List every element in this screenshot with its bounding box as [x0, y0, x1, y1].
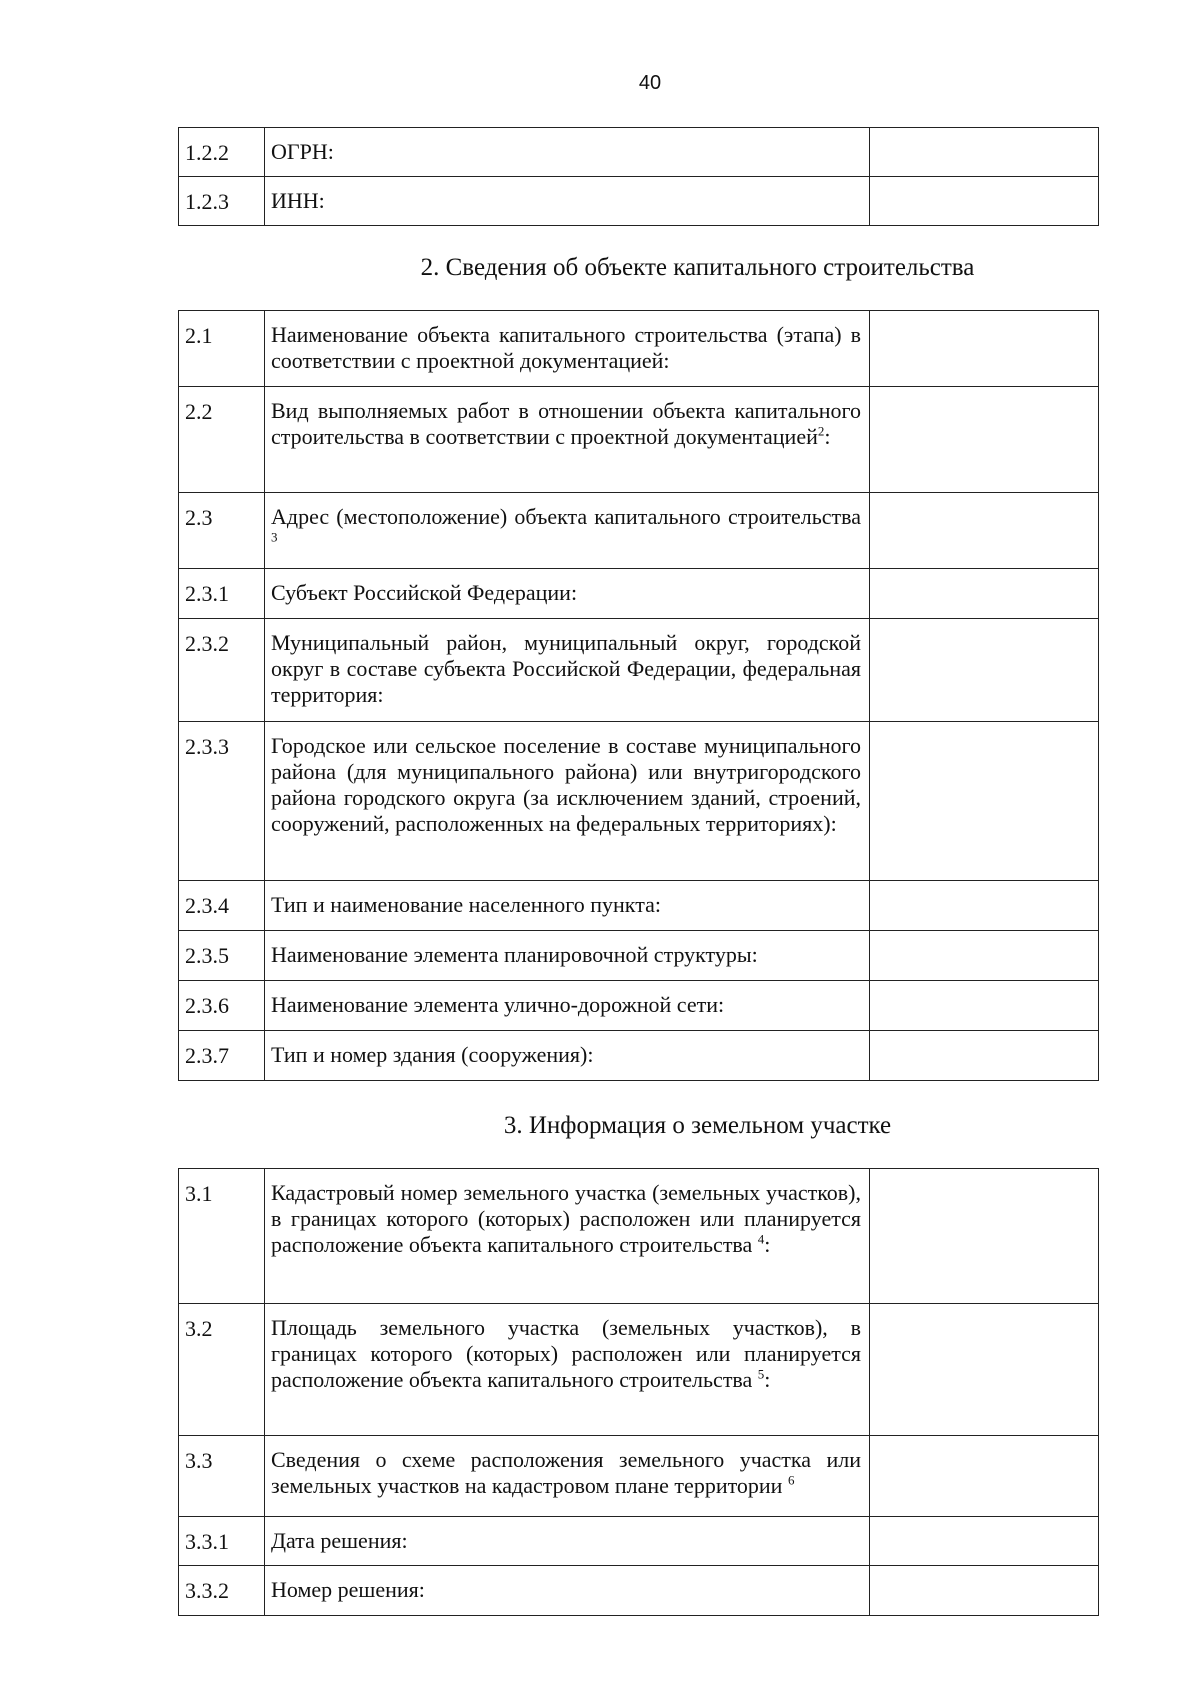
table-row	[179, 569, 1099, 619]
land-plot-table	[178, 1168, 1099, 1616]
row-value-field[interactable]	[870, 1304, 1099, 1436]
row-value-field[interactable]	[870, 1517, 1099, 1566]
row-number: 3.3	[179, 1436, 265, 1517]
row-label	[265, 1169, 870, 1304]
section-3-title: 3. Информация о земельном участке	[503, 1112, 892, 1139]
footnote-ref: 4	[757, 1231, 765, 1247]
row-value-field[interactable]	[870, 981, 1099, 1031]
row-number: 2.3.4	[179, 881, 265, 931]
row-number: 3.3.2	[179, 1566, 265, 1616]
table-row	[179, 881, 1099, 931]
row-value-field[interactable]	[870, 569, 1099, 619]
row-value-field[interactable]	[870, 493, 1099, 569]
row-value-field[interactable]	[870, 619, 1099, 722]
row-label-suffix: :	[824, 424, 831, 449]
row-value-field[interactable]	[870, 722, 1099, 881]
row-label: Городское или сельское поселение в составе муниципального района (для муниципального района) или внутригородского района городского округа (за исключением зданий, строений, сооружений, расположенных на федеральных территориях):	[265, 722, 870, 881]
row-label-text: Адрес (местоположение) объекта капитального строительства	[271, 504, 861, 529]
table-row	[179, 128, 1099, 177]
row-value-field[interactable]	[870, 1566, 1099, 1616]
row-label-text: Кадастровый номер земельного участка (земельных участков), в границах которого (которых) расположен или планируется расположение объекта капитального строительства	[271, 1180, 861, 1257]
table-row	[179, 619, 1099, 722]
row-number: 2.1	[179, 311, 265, 387]
table-row	[179, 722, 1099, 881]
row-number: 2.2	[179, 387, 265, 493]
table-row	[179, 311, 1099, 387]
row-number: 2.3	[179, 493, 265, 569]
row-value-field[interactable]	[870, 128, 1099, 177]
row-number: 3.3.1	[179, 1517, 265, 1566]
table-row	[179, 1304, 1099, 1436]
row-value-field[interactable]	[870, 1169, 1099, 1304]
table-row	[179, 1169, 1099, 1304]
row-label: Тип и номер здания (сооружения):	[265, 1031, 870, 1081]
row-number: 1.2.2	[179, 128, 265, 177]
table-row	[179, 1436, 1099, 1517]
construction-object-table	[178, 310, 1099, 1081]
row-number: 3.2	[179, 1304, 265, 1436]
row-number: 2.3.7	[179, 1031, 265, 1081]
table-row	[179, 1031, 1099, 1081]
row-label	[265, 1436, 870, 1517]
row-value-field[interactable]	[870, 931, 1099, 981]
row-label: Наименование объекта капитального строительства (этапа) в соответствии с проектной документацией:	[265, 311, 870, 387]
table-row	[179, 1566, 1099, 1616]
row-value-field[interactable]	[870, 1436, 1099, 1517]
row-label: Субъект Российской Федерации:	[265, 569, 870, 619]
row-label: Наименование элемента планировочной структуры:	[265, 931, 870, 981]
table-row	[179, 1517, 1099, 1566]
row-label-suffix: :	[764, 1367, 771, 1392]
row-label-suffix: :	[764, 1232, 771, 1257]
row-number: 2.3.5	[179, 931, 265, 981]
row-label	[265, 1304, 870, 1436]
footnote-ref: 5	[757, 1366, 765, 1382]
row-label: Муниципальный район, муниципальный округ, городской округ в составе субъекта Российской Федерации, федеральная территория:	[265, 619, 870, 722]
row-number: 2.3.6	[179, 981, 265, 1031]
table-row	[179, 387, 1099, 493]
row-label-text: Вид выполняемых работ в отношении объекта капитального строительства в соответствии с проектной документацией	[271, 398, 861, 449]
row-label	[265, 493, 870, 569]
applicant-details-table	[178, 127, 1099, 226]
row-label: Наименование элемента улично-дорожной сети:	[265, 981, 870, 1031]
row-value-field[interactable]	[870, 177, 1099, 226]
row-number: 1.2.3	[179, 177, 265, 226]
row-number: 2.3.3	[179, 722, 265, 881]
row-label-text: Сведения о схеме расположения земельного участка или земельных участков на кадастровом плане территории	[271, 1447, 861, 1498]
row-label: Дата решения:	[265, 1517, 870, 1566]
row-label: ОГРН:	[265, 128, 870, 177]
row-value-field[interactable]	[870, 311, 1099, 387]
row-value-field[interactable]	[870, 387, 1099, 493]
table-row	[179, 931, 1099, 981]
table-row	[179, 177, 1099, 226]
footnote-ref: 3	[271, 529, 278, 545]
row-label: Номер решения:	[265, 1566, 870, 1616]
footnote-ref: 6	[787, 1472, 795, 1488]
row-label: ИНН:	[265, 177, 870, 226]
row-label: Тип и наименование населенного пункта:	[265, 881, 870, 931]
page-number: 40	[638, 72, 662, 94]
row-label-text: Площадь земельного участка (земельных участков), в границах которого (которых) расположен или планируется расположение объекта капитального строительства	[271, 1315, 861, 1392]
row-number: 2.3.1	[179, 569, 265, 619]
table-row	[179, 493, 1099, 569]
row-value-field[interactable]	[870, 881, 1099, 931]
row-number: 3.1	[179, 1169, 265, 1304]
row-number: 2.3.2	[179, 619, 265, 722]
row-label	[265, 387, 870, 493]
footnote-ref: 2	[817, 423, 825, 439]
section-2-title: 2. Сведения об объекте капитального строительства	[420, 254, 975, 281]
table-row	[179, 981, 1099, 1031]
row-value-field[interactable]	[870, 1031, 1099, 1081]
